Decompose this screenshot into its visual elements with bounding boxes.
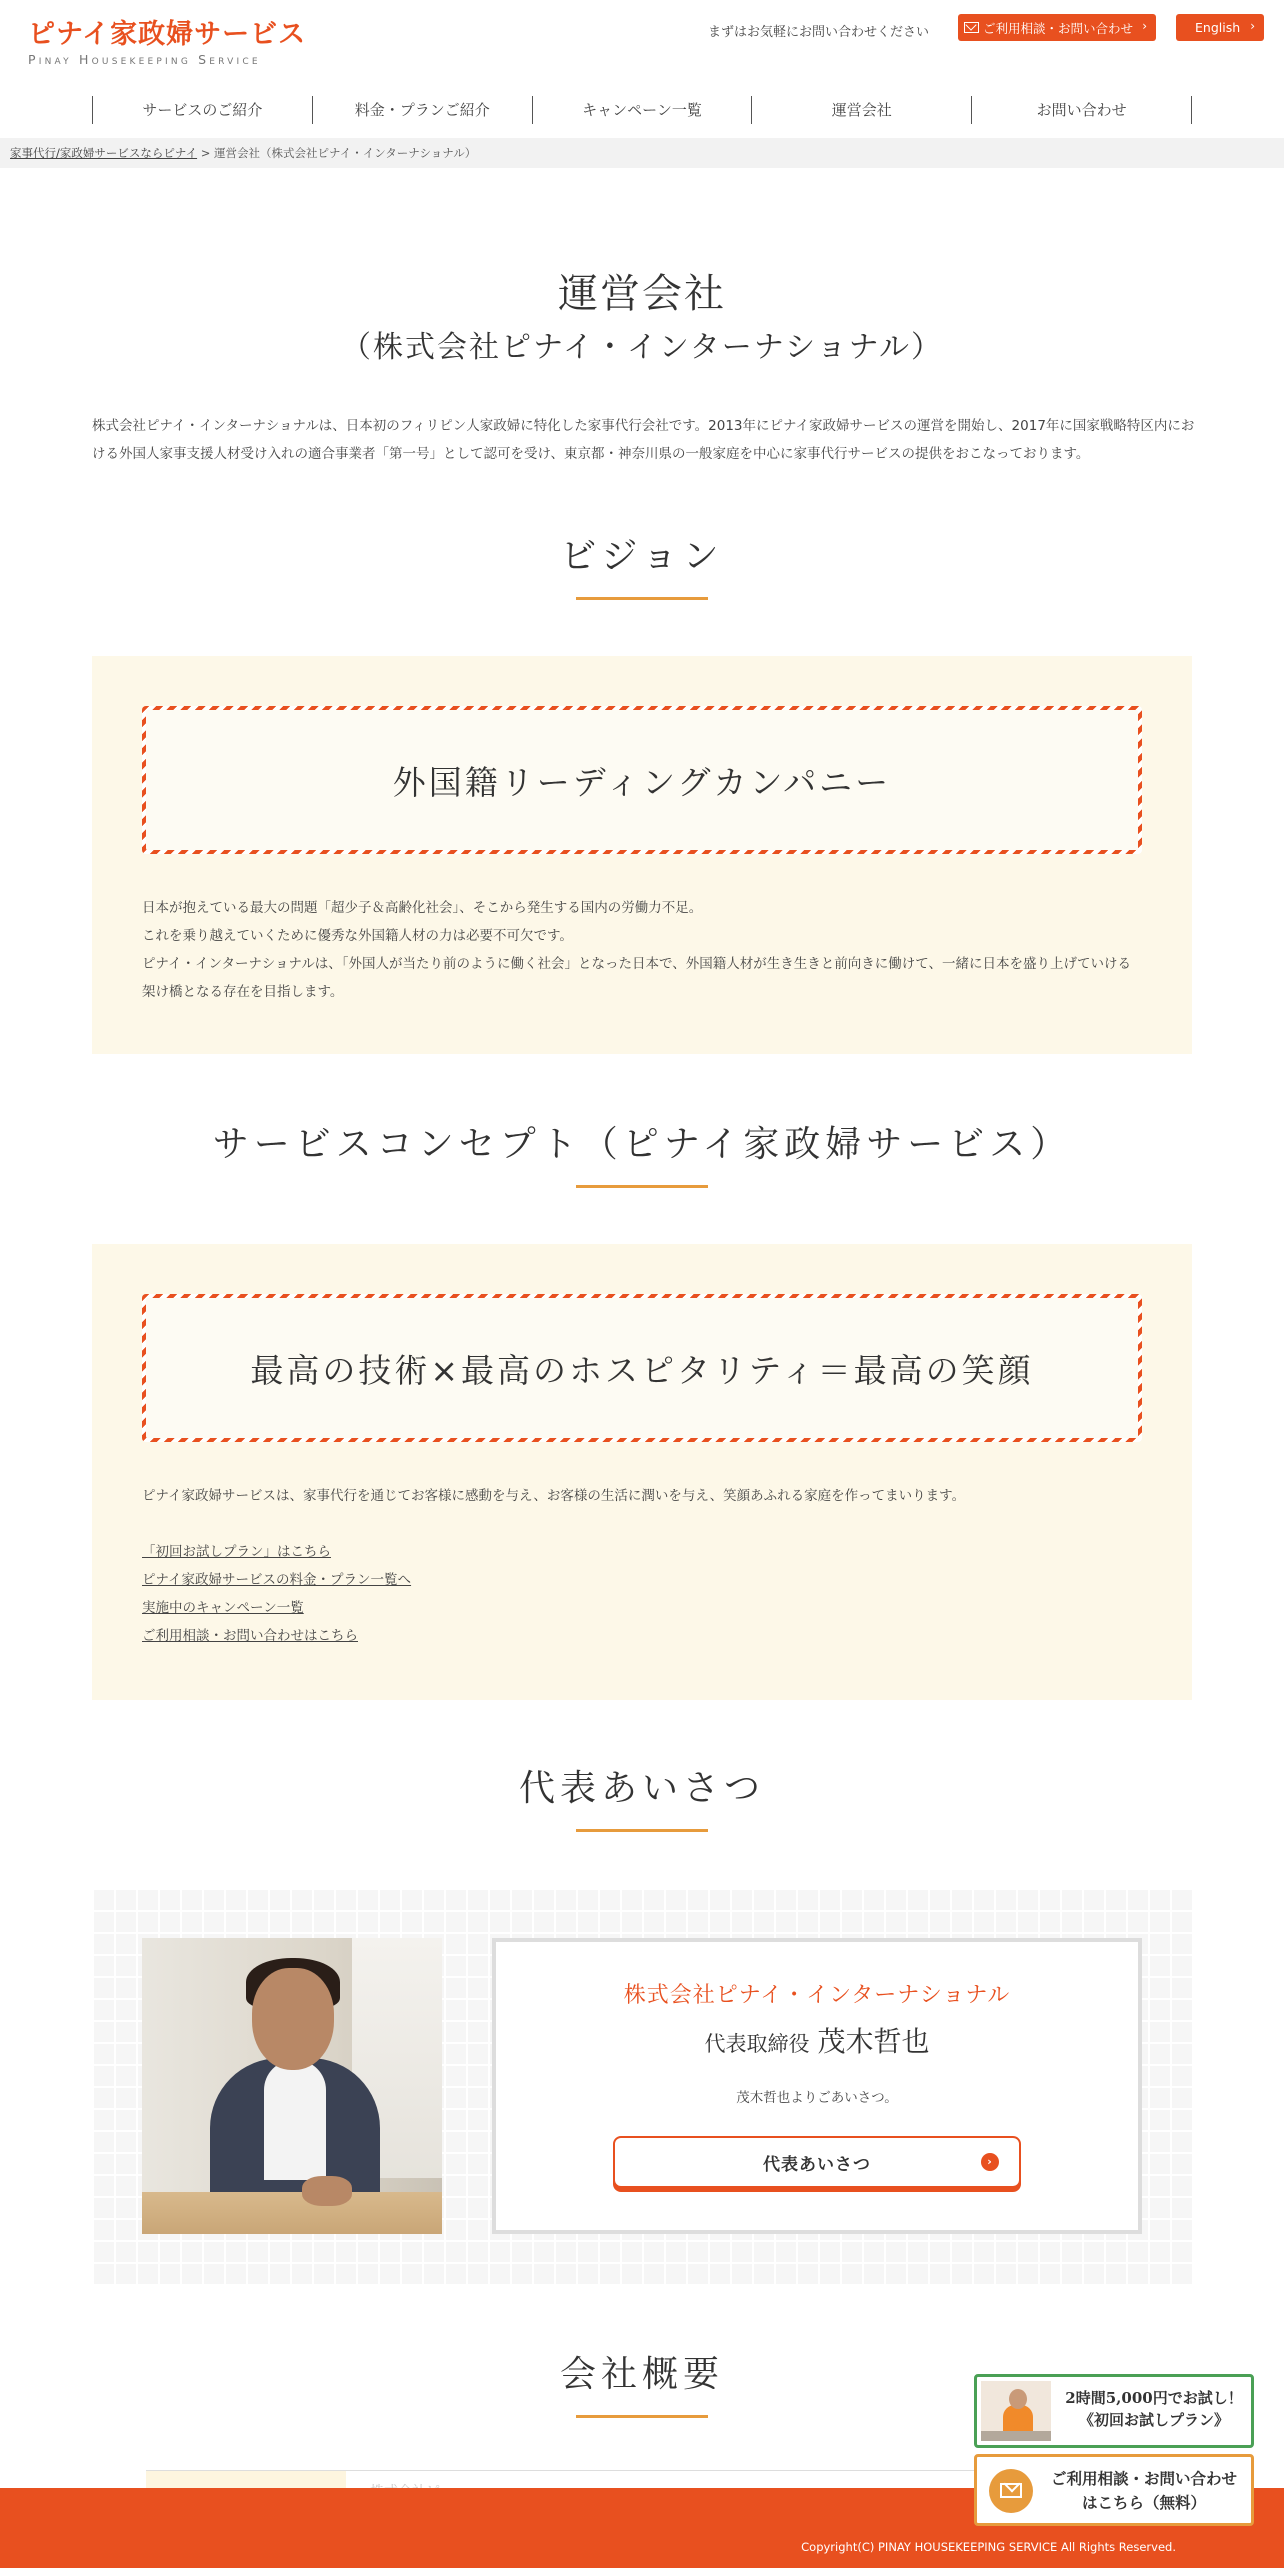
trial-banner-line: 2時間5,000円でお試し！	[1065, 2389, 1243, 2407]
chevron-right-icon: ›	[1142, 19, 1147, 33]
greeting-message: 茂木哲也よりごあいさつ。	[736, 2090, 898, 2106]
pricing-list-link[interactable]: ピナイ家政婦サービスの料金・プラン一覧へ	[142, 1572, 412, 1588]
header-contact-label: ご利用相談・お問い合わせ	[983, 20, 1134, 36]
concept-heading: サービスコンセプト（ピナイ家政婦サービス）	[212, 1124, 1072, 1165]
breadcrumb-separator: >	[197, 146, 215, 160]
nav-item-pricing[interactable]: 料金・プランご紹介	[312, 96, 532, 124]
contact-banner[interactable]	[974, 2454, 1254, 2526]
greeting-heading: 代表あいさつ	[518, 1768, 765, 1809]
chevron-right-icon: ›	[1250, 19, 1255, 33]
greeting-role: 代表取締役	[704, 2032, 810, 2056]
concept-underline	[576, 1185, 708, 1188]
arrow-right-icon: ›	[981, 2153, 999, 2171]
intro-text: 株式会社ピナイ・インターナショナルは、日本初のフィリピン人家政婦に特化した家事代行会社です。2013年にピナイ家政婦サービスの運営を開始し、2017年に国家戦略特区内における外国人家事支援人材受け入れの適合事業者「第一号」として認可を受け、東京都・神奈川県の一般家庭を中心に家事代行サービスの提供をおこなっております。	[92, 418, 1195, 462]
nav-item-services[interactable]: サービスのご紹介	[92, 96, 312, 124]
header-note: まずはお気軽にお問い合わせください	[708, 25, 930, 40]
trial-plan-banner[interactable]	[974, 2374, 1254, 2448]
trial-banner-text	[1057, 2387, 1251, 2431]
contact-banner-line: はこちら（無料）	[1081, 2493, 1206, 2512]
company-overview-heading: 会社概要	[559, 2354, 724, 2395]
logo-sub-text: Pinay Housekeeping Service	[28, 52, 261, 67]
breadcrumb-current: 運営会社（株式会社ピナイ・インターナショナル）	[214, 146, 477, 160]
greeting-underline	[576, 1829, 708, 1832]
company-overview-underline	[576, 2415, 708, 2418]
header-contact-button[interactable]	[958, 14, 1156, 41]
concept-box	[92, 1244, 1192, 1700]
site-logo[interactable]	[28, 12, 306, 67]
vision-motto-frame	[142, 706, 1142, 854]
trial-banner-image	[981, 2381, 1051, 2441]
concept-motto: 最高の技術×最高のホスピタリティ＝最高の笑顔	[146, 1298, 1138, 1438]
vision-line: これを乗り越えていくために優秀な外国籍人材の力は必要不可欠です。	[142, 928, 573, 944]
english-label: English	[1195, 20, 1241, 35]
greeting-person: 茂木哲也	[817, 2025, 930, 2058]
vision-line: 日本が抱えている最大の問題「超少子＆高齢化社会」、そこから発生する国内の労働力不足。	[142, 900, 703, 916]
vision-box	[92, 656, 1192, 1054]
vision-motto: 外国籍リーディングカンパニー	[146, 710, 1138, 850]
vision-heading: ビジョン	[560, 536, 724, 577]
greeting-button-label: 代表あいさつ	[763, 2154, 871, 2175]
contact-banner-text	[1037, 2467, 1251, 2515]
trial-banner-line: 《初回お試しプラン》	[1078, 2411, 1229, 2429]
page-subtitle: （株式会社ピナイ・インターナショナル）	[341, 330, 943, 365]
contact-link[interactable]: ご利用相談・お問い合わせはこちら	[142, 1628, 358, 1644]
trial-plan-link[interactable]: 「初回お試しプラン」はこちら	[142, 1544, 331, 1560]
breadcrumb	[0, 138, 1284, 168]
greeting-company: 株式会社ピナイ・インターナショナル	[623, 1983, 1011, 2008]
mail-icon	[989, 2469, 1033, 2513]
page-title: 運営会社	[558, 271, 726, 317]
breadcrumb-home-link[interactable]: 家事代行/家政婦サービスならピナイ	[10, 146, 198, 160]
nav-item-contact[interactable]: お問い合わせ	[971, 96, 1192, 124]
vision-underline	[576, 597, 708, 600]
contact-banner-line: ご利用相談・お問い合わせ	[1050, 2469, 1237, 2488]
nav-item-campaigns[interactable]: キャンペーン一覧	[532, 96, 752, 124]
vision-line: ピナイ・インターナショナルは、「外国人が当たり前のように働く社会」となった日本で、外国籍人材が生き生きと前向きに働けて、一緒に日本を盛り上げていける架け橋となる存在を目指します。	[142, 956, 1132, 1000]
ceo-photo	[142, 1938, 442, 2234]
main-nav	[92, 96, 1192, 124]
vision-text	[142, 894, 1142, 1006]
copyright: Copyright(C) PINAY HOUSEKEEPING SERVICE All Rights Reserved.	[801, 2540, 1176, 2554]
nav-item-company[interactable]: 運営会社	[751, 96, 971, 124]
greeting-card	[492, 1938, 1142, 2234]
campaign-list-link[interactable]: 実施中のキャンペーン一覧	[142, 1600, 304, 1616]
greeting-name-line	[496, 2020, 1138, 2060]
concept-text-block	[142, 1482, 1142, 1650]
english-button[interactable]	[1176, 14, 1264, 41]
mail-icon	[964, 22, 979, 33]
greeting-section	[92, 1888, 1192, 2284]
concept-text: ピナイ家政婦サービスは、家事代行を通じてお客様に感動を与え、お客様の生活に潤いを与え、笑顔あふれる家庭を作ってまいります。	[142, 1488, 966, 1504]
concept-motto-frame	[142, 1294, 1142, 1442]
logo-main-text: ピナイ家政婦サービス	[28, 19, 307, 50]
greeting-button[interactable]	[613, 2136, 1021, 2188]
site-header	[0, 0, 1284, 70]
